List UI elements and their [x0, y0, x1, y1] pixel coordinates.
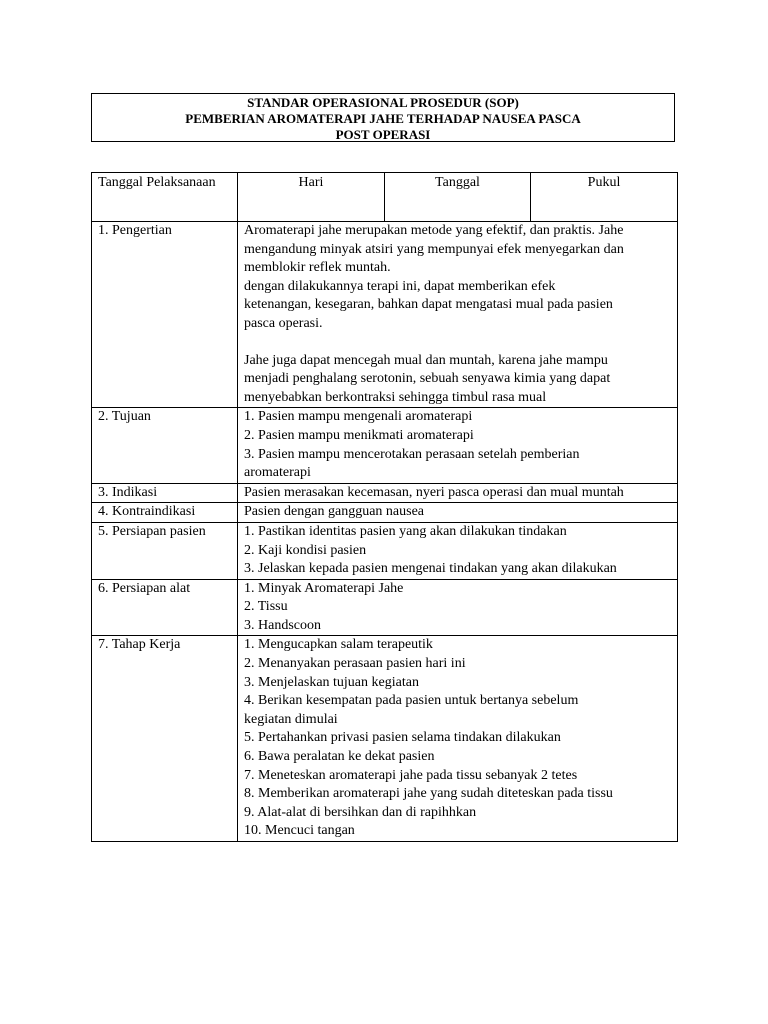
- label-tujuan: 2. Tujuan: [92, 408, 238, 483]
- tahap-kerja-item: 7. Meneteskan aromaterapi jahe pada tissu sebanyak 2 tetes: [244, 767, 578, 783]
- row-kontraindikasi: [92, 503, 678, 523]
- tahap-kerja-item: 3. Menjelaskan tujuan kegiatan: [244, 674, 419, 690]
- pengertian-line: Jahe juga dapat mencegah mual dan muntah, karena jahe mampu: [244, 352, 608, 368]
- content-pengertian: [238, 222, 678, 408]
- label-tahap-kerja: 7. Tahap Kerja: [92, 636, 238, 842]
- header-label: Tanggal Pelaksanaan: [92, 173, 238, 222]
- tahap-kerja-item: 6. Bawa peralatan ke dekat pasien: [244, 749, 435, 765]
- pengertian-line: mengandung minyak atsiri yang mempunyai efek menyegarkan dan: [244, 241, 624, 257]
- sop-table: [91, 172, 678, 842]
- row-persiapan-alat: [92, 579, 678, 636]
- persiapan-alat-item: 2. Tissu: [244, 599, 288, 615]
- content-persiapan-pasien: [238, 522, 678, 579]
- pengertian-line: pasca operasi.: [244, 315, 323, 331]
- tujuan-item: 3. Pasien mampu mencerotakan perasaan setelah pemberian: [244, 446, 580, 462]
- tahap-kerja-item: 1. Mengucapkan salam terapeutik: [244, 637, 433, 653]
- content-tujuan: [238, 408, 678, 483]
- tujuan-item: 1. Pasien mampu mengenali aromaterapi: [244, 409, 473, 425]
- label-persiapan-alat: 6. Persiapan alat: [92, 579, 238, 636]
- tahap-kerja-item: kegiatan dimulai: [244, 711, 338, 727]
- persiapan-pasien-item: 1. Pastikan identitas pasien yang akan dilakukan tindakan: [244, 523, 567, 539]
- header-hari: Hari: [238, 173, 385, 222]
- row-pengertian: [92, 222, 678, 408]
- row-tujuan: [92, 408, 678, 483]
- header-pukul: Pukul: [531, 173, 678, 222]
- content-tahap-kerja: [238, 636, 678, 842]
- persiapan-alat-item: 1. Minyak Aromaterapi Jahe: [244, 580, 404, 596]
- header-row: [92, 173, 678, 222]
- pengertian-line: dengan dilakukannya terapi ini, dapat memberikan efek: [244, 278, 556, 294]
- content-indikasi: Pasien merasakan kecemasan, nyeri pasca operasi dan mual muntah: [238, 483, 678, 503]
- pengertian-line: menjadi penghalang serotonin, sebuah senyawa kimia yang dapat: [244, 371, 611, 387]
- persiapan-pasien-item: 2. Kaji kondisi pasien: [244, 542, 367, 558]
- title-line-2: PEMBERIAN AROMATERAPI JAHE TERHADAP NAUSEA PASCA: [185, 111, 581, 126]
- label-indikasi: 3. Indikasi: [92, 483, 238, 503]
- label-persiapan-pasien: 5. Persiapan pasien: [92, 522, 238, 579]
- tahap-kerja-item: 2. Menanyakan perasaan pasien hari ini: [244, 656, 466, 672]
- label-pengertian: 1. Pengertian: [92, 222, 238, 408]
- title-line-3: POST OPERASI: [335, 127, 431, 142]
- content-kontraindikasi: Pasien dengan gangguan nausea: [238, 503, 678, 523]
- pengertian-line: ketenangan, kesegaran, bahkan dapat mengatasi mual pada pasien: [244, 297, 613, 313]
- row-indikasi: [92, 483, 678, 503]
- persiapan-alat-item: 3. Handscoon: [244, 617, 321, 633]
- content-persiapan-alat: [238, 579, 678, 636]
- paragraph-gap: [244, 334, 677, 352]
- persiapan-pasien-item: 3. Jelaskan kepada pasien mengenai tindakan yang akan dilakukan: [244, 561, 617, 577]
- pengertian-line: menyebabkan berkontraksi sehingga timbul rasa mual: [244, 389, 547, 405]
- tahap-kerja-item: 5. Pertahankan privasi pasien selama tindakan dilakukan: [244, 730, 561, 746]
- tujuan-item: aromaterapi: [244, 465, 311, 481]
- row-tahap-kerja: [92, 636, 678, 842]
- tahap-kerja-item: 10. Mencuci tangan: [244, 823, 355, 839]
- tahap-kerja-item: 4. Berikan kesempatan pada pasien untuk bertanya sebelum: [244, 693, 579, 709]
- title-line-1: STANDAR OPERASIONAL PROSEDUR (SOP): [247, 95, 519, 110]
- header-tanggal: Tanggal: [385, 173, 531, 222]
- tujuan-item: 2. Pasien mampu menikmati aromaterapi: [244, 427, 474, 443]
- tahap-kerja-item: 9. Alat-alat di bersihkan dan di rapihhkan: [244, 804, 477, 820]
- label-kontraindikasi: 4. Kontraindikasi: [92, 503, 238, 523]
- document-title: [91, 93, 675, 142]
- pengertian-line: memblokir reflek muntah.: [244, 260, 391, 276]
- row-persiapan-pasien: [92, 522, 678, 579]
- tahap-kerja-item: 8. Memberikan aromaterapi jahe yang sudah diteteskan pada tissu: [244, 786, 613, 802]
- pengertian-line: Aromaterapi jahe merupakan metode yang efektif, dan praktis. Jahe: [244, 223, 624, 238]
